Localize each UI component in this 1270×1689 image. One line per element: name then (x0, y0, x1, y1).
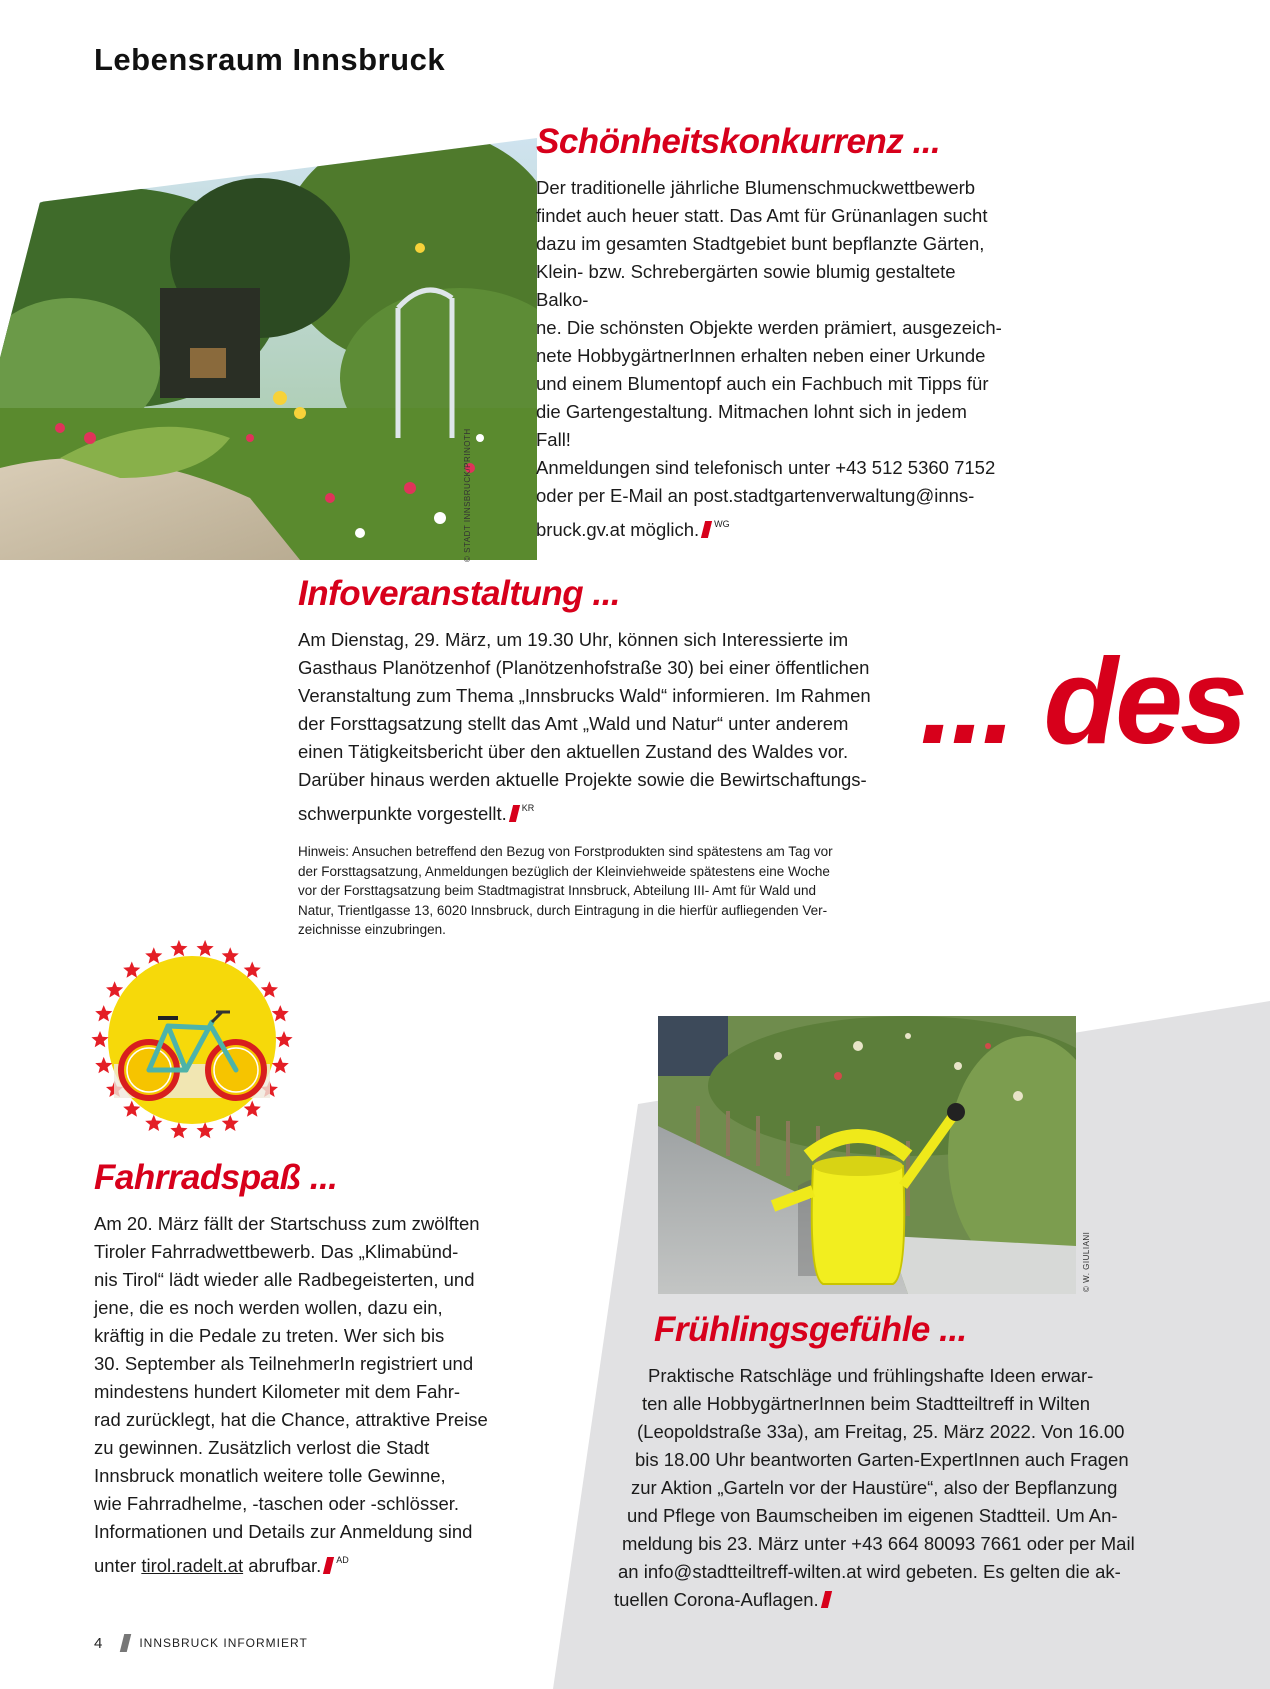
note-line: Hinweis: Ansuchen betreffend den Bezug von Forstprodukten sind spätestens am Tag vor (298, 844, 833, 859)
text-line: Informationen und Details zur Anmeldung sind (94, 1521, 473, 1542)
note-line: Natur, Trientlgasse 13, 6020 Innsbruck, durch Eintragung in die hierfür aufliegenden Ver- (298, 902, 828, 918)
watering-can-photo-credit: © W. GIULIANI (1082, 1231, 1091, 1292)
text-line: 30. September als TeilnehmerIn registriert und (94, 1353, 474, 1374)
text-line: der Forsttagsatzung stellt das Amt „Wald und Natur“ unter anderem (298, 713, 849, 734)
text-line: Tiroler Fahrradwettbewerb. Das „Klimabünd- (94, 1241, 459, 1262)
star-icon (95, 1057, 112, 1073)
text-line: ne. Die schönsten Objekte werden prämiert, ausgezeich- (536, 317, 1002, 338)
author-initials: WG (714, 519, 730, 529)
end-mark-icon (509, 805, 520, 822)
text-line: nis Tirol“ lädt wieder alle Radbegeisterten, und (94, 1269, 475, 1290)
note-line: zeichnisse einzubringen. (298, 922, 446, 937)
text-line: Gasthaus Planötzenhof (Planötzenhofstraße 30) bei einer öffentlichen (298, 657, 870, 678)
text-line: Praktische Ratschläge und frühlingshafte Ideen erwar- (648, 1365, 1094, 1386)
text-line: (Leopoldstraße 33a), am Freitag, 25. März 2022. Von 16.00 (637, 1421, 1125, 1442)
text-line: zur Aktion „Garteln vor der Haustüre“, also der Bepflanzung (631, 1477, 1118, 1498)
note-line: der Forsttagsatzung, Anmeldungen bezüglich der Kleinviehweide spätestens eine Woche (298, 863, 830, 879)
end-mark-icon (323, 1557, 334, 1574)
author-initials: AD (336, 1555, 349, 1565)
article-body (298, 626, 878, 828)
footer-slash-icon (120, 1634, 131, 1652)
text-line: bis 18.00 Uhr beantworten Garten-ExpertInnen auch Fragen (635, 1449, 1129, 1470)
end-mark-icon (821, 1591, 832, 1608)
text-line: oder per E-Mail an post.stadtgartenverwaltung@inns- (536, 485, 975, 506)
article-title: Infoveranstaltung ... (298, 574, 621, 613)
text-line: rad zurücklegt, hat die Chance, attraktive Preise (94, 1409, 488, 1430)
text-line: einen Tätigkeitsbericht über den aktuellen Zustand des Waldes vor. (298, 741, 849, 762)
article-body (94, 1210, 514, 1580)
bicycle-badge-icon (88, 936, 296, 1144)
note-line: vor der Forsttagsatzung beim Stadtmagistrat Innsbruck, Abteilung III- Amt für Wald und (298, 883, 816, 898)
text-line: tuellen Corona-Auflagen. (614, 1589, 819, 1610)
text-line: Klein- bzw. Schrebergärten sowie blumig gestaltete Balko- (536, 261, 956, 310)
article-body (536, 174, 1006, 544)
text-fragment: abrufbar. (248, 1555, 322, 1576)
article-infoveranstaltung (298, 574, 878, 940)
star-icon (106, 981, 123, 997)
text-line: und einem Blumentopf auch ein Fachbuch mit Tipps für (536, 373, 989, 394)
article-schoenheitskonkurrenz (536, 122, 1006, 544)
article-title: Fahrradspaß ... (94, 1158, 338, 1197)
text-line: Am Dienstag, 29. März, um 19.30 Uhr, können sich Interessierte im (298, 629, 849, 650)
article-note (298, 842, 878, 940)
text-line: Anmeldungen sind telefonisch unter +43 512 5360 7152 (536, 457, 996, 478)
watering-can-photo (658, 1016, 1076, 1294)
text-line: jene, die es noch werden wollen, dazu ein, (94, 1297, 443, 1318)
text-line: die Gartengestaltung. Mitmachen lohnt sich in jedem Fall! (536, 401, 967, 450)
text-line: nete HobbygärtnerInnen erhalten neben einer Urkunde (536, 345, 986, 366)
star-icon (222, 947, 239, 963)
page-number: 4 (94, 1634, 103, 1652)
star-icon (261, 981, 278, 997)
radelt-link[interactable]: tirol.radelt.at (141, 1555, 244, 1576)
text-line: wie Fahrradhelme, -taschen oder -schlösser. (94, 1493, 460, 1514)
big-heading-des: ... des (920, 633, 1245, 769)
text-line-last (580, 1586, 1140, 1614)
text-line: ten alle HobbygärtnerInnen beim Stadtteiltreff in Wilten (642, 1393, 1091, 1414)
garden-photo-credit: © STADT INNSBRUCK/PRINOTH (463, 428, 472, 562)
star-icon (275, 1031, 292, 1047)
star-icon (91, 1031, 108, 1047)
article-title: Schönheitskonkurrenz ... (536, 122, 941, 161)
text-line-last (94, 1546, 514, 1580)
star-icon (244, 962, 261, 978)
star-icon (170, 1122, 187, 1138)
star-icon (272, 1005, 289, 1021)
article-fruehlingsgefuehle (580, 1310, 1140, 1614)
garden-photo (0, 138, 540, 560)
text-line: kräftig in die Pedale zu treten. Wer sich bis (94, 1325, 445, 1346)
star-icon (197, 940, 214, 956)
publication-name: INNSBRUCK INFORMIERT (139, 1636, 308, 1650)
star-icon (170, 940, 187, 956)
text-line: bruck.gv.at möglich. (536, 519, 700, 540)
text-line: Darüber hinaus werden aktuelle Projekte sowie die Bewirtschaftungs- (298, 769, 867, 790)
text-fragment: unter (94, 1555, 137, 1576)
star-icon (95, 1005, 112, 1021)
author-initials: KR (521, 803, 535, 813)
star-icon (272, 1057, 289, 1073)
end-mark-icon (701, 521, 712, 538)
text-line: Innsbruck monatlich weitere tolle Gewinne, (94, 1465, 446, 1486)
text-line: meldung bis 23. März unter +43 664 80093 7661 oder per Mail (622, 1533, 1135, 1554)
text-line: an info@stadtteiltreff-wilten.at wird gebeten. Es gelten die ak- (618, 1561, 1121, 1582)
text-line: und Pflege von Baumscheiben im eigenen Stadtteil. Um An- (627, 1505, 1118, 1526)
article-fahrradspass (94, 1158, 514, 1580)
text-line: findet auch heuer statt. Das Amt für Grünanlagen sucht (536, 205, 988, 226)
text-line: zu gewinnen. Zusätzlich verlost die Stadt (94, 1437, 430, 1458)
text-line: Der traditionelle jährliche Blumenschmuckwettbewerb (536, 177, 976, 198)
star-icon (145, 947, 162, 963)
text-line: Am 20. März fällt der Startschuss zum zwölften (94, 1213, 480, 1234)
article-body (580, 1362, 1140, 1614)
text-line: Veranstaltung zum Thema „Innsbrucks Wald“ informieren. Im Rahmen (298, 685, 871, 706)
text-line: schwerpunkte vorgestellt. (298, 803, 507, 824)
star-icon (123, 962, 140, 978)
star-icon (197, 1122, 214, 1138)
article-title: Frühlingsgefühle ... (654, 1310, 967, 1349)
text-line: dazu im gesamten Stadtgebiet bunt bepflanzte Gärten, (536, 233, 985, 254)
text-line: mindestens hundert Kilometer mit dem Fahr- (94, 1381, 461, 1402)
text-line-last (536, 510, 1006, 544)
text-line-last (298, 794, 878, 828)
section-title: Lebensraum Innsbruck (94, 42, 446, 77)
page-footer (94, 1634, 308, 1652)
